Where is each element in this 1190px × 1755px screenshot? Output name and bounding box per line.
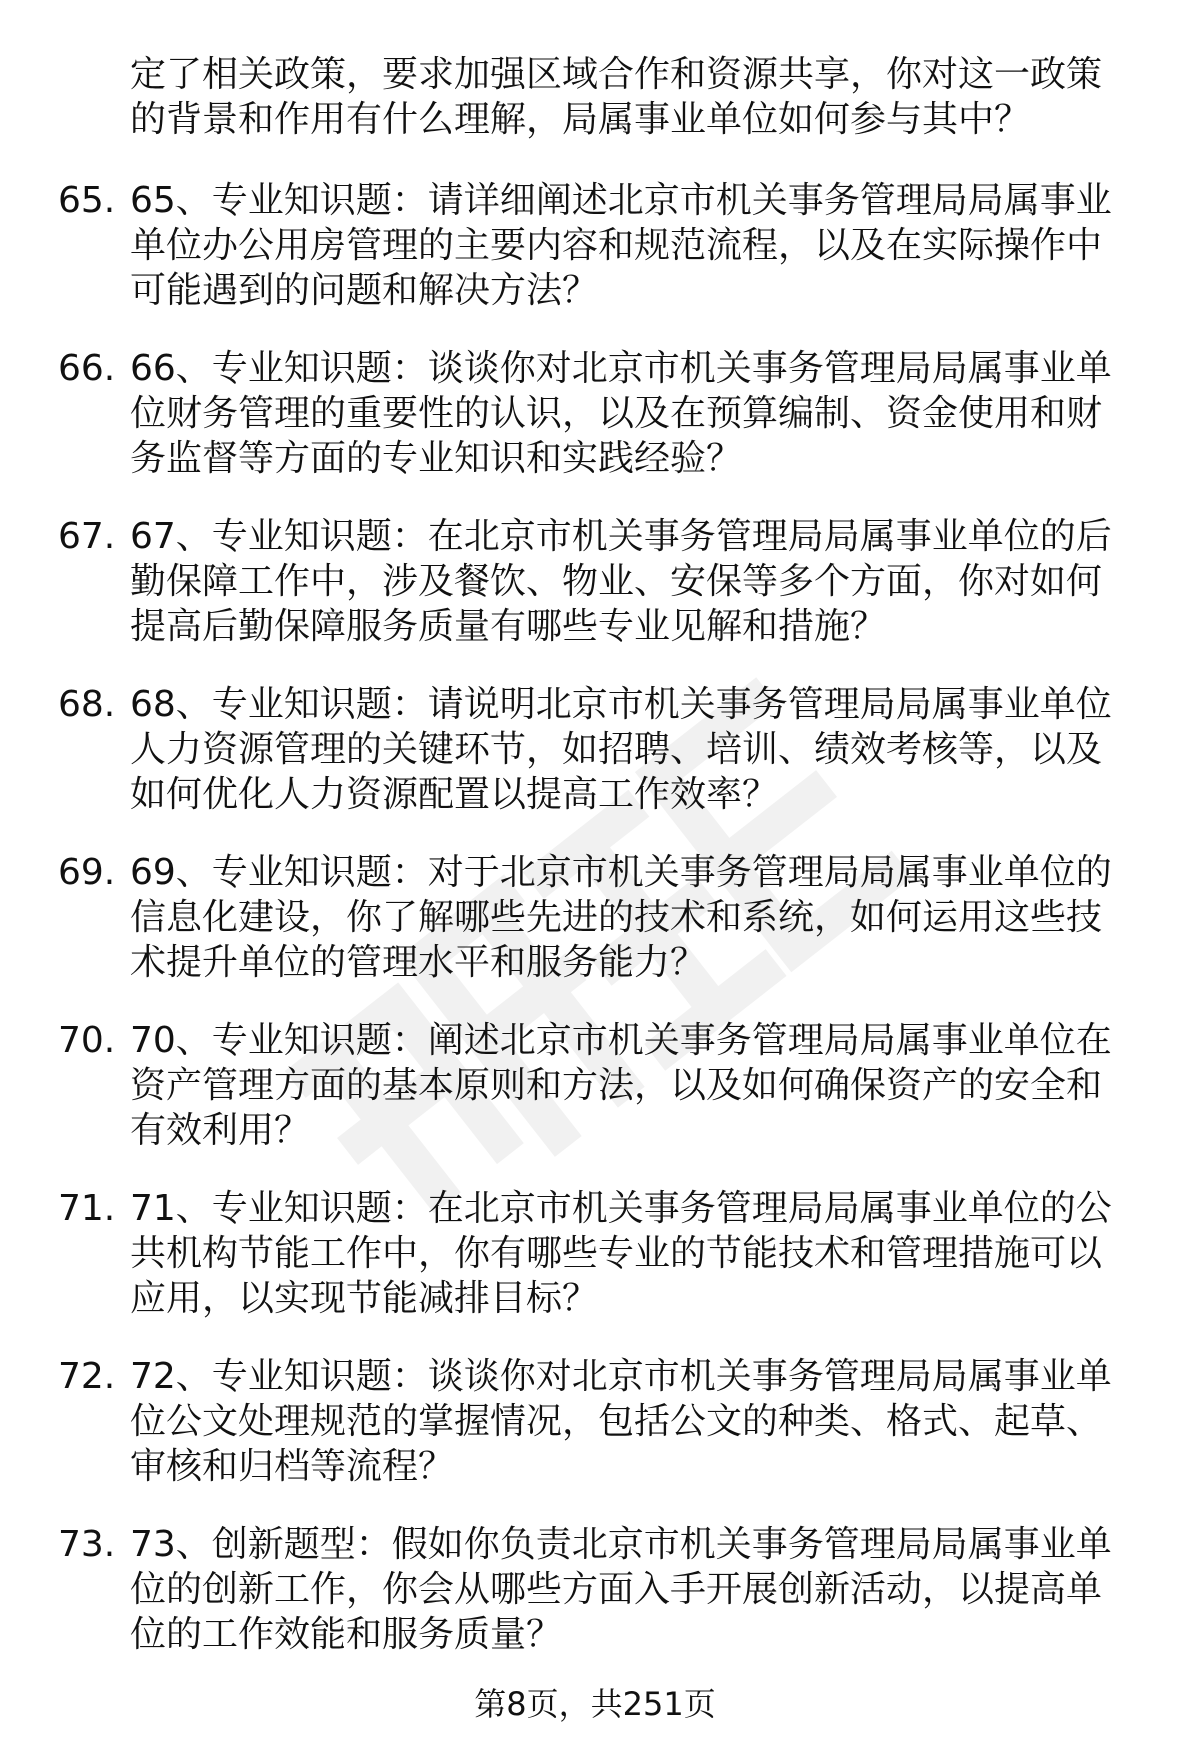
question-number: 65. — [58, 180, 116, 221]
question-number: 73. — [58, 1524, 116, 1565]
question-text: 71、专业知识题：在北京市机关事务管理局局属事业单位的公共机构节能工作中，你有哪些专业的节能技术和管理措施可以应用，以实现节能减排目标？ — [130, 1188, 1112, 1319]
question-text: 69、专业知识题：对于北京市机关事务管理局局属事业单位的信息化建设，你了解哪些先进的技术和系统，如何运用这些技术提升单位的管理水平和服务能力？ — [130, 852, 1112, 983]
question-number: 70. — [58, 1020, 116, 1061]
question-text: 67、专业知识题：在北京市机关事务管理局局属事业单位的后勤保障工作中，涉及餐饮、物业、安保等多个方面，你对如何提高后勤保障服务质量有哪些专业见解和措施？ — [130, 516, 1112, 647]
question-text: 68、专业知识题：请说明北京市机关事务管理局局属事业单位人力资源管理的关键环节，如招聘、培训、绩效考核等，以及如何优化人力资源配置以提高工作效率？ — [130, 684, 1112, 815]
question-number: 72. — [58, 1356, 116, 1397]
question-item — [0, 1018, 1130, 1153]
question-item — [0, 682, 1130, 817]
question-text: 73、创新题型：假如你负责北京市机关事务管理局局属事业单位的创新工作，你会从哪些方面入手开展创新活动，以提高单位的工作效能和服务质量？ — [130, 1524, 1112, 1655]
question-item — [0, 514, 1130, 649]
page-footer: 第8页，共251页 — [474, 1685, 716, 1723]
question-item — [0, 850, 1130, 985]
question-number: 67. — [58, 516, 116, 557]
question-item — [0, 1354, 1130, 1489]
question-item — [0, 1522, 1130, 1657]
question-number: 71. — [58, 1188, 116, 1229]
question-text: 72、专业知识题：谈谈你对北京市机关事务管理局局属事业单位公文处理规范的掌握情况，包括公文的种类、格式、起草、审核和归档等流程？ — [130, 1356, 1112, 1487]
question-text: 70、专业知识题：阐述北京市机关事务管理局局属事业单位在资产管理方面的基本原则和方法，以及如何确保资产的安全和有效利用？ — [130, 1020, 1112, 1151]
question-item — [0, 178, 1130, 313]
question-text: 65、专业知识题：请详细阐述北京市机关事务管理局局属事业单位办公用房管理的主要内容和规范流程，以及在实际操作中可能遇到的问题和解决方法？ — [130, 180, 1112, 311]
intro-paragraph: 定了相关政策，要求加强区域合作和资源共享，你对这一政策的背景和作用有什么理解，局属事业单位如何参与其中？ — [130, 54, 1103, 140]
question-number: 68. — [58, 684, 116, 725]
question-text: 66、专业知识题：谈谈你对北京市机关事务管理局局属事业单位财务管理的重要性的认识，以及在预算编制、资金使用和财务监督等方面的专业知识和实践经验？ — [130, 348, 1112, 479]
question-list — [0, 178, 1190, 1690]
question-number: 66. — [58, 348, 116, 389]
question-item — [0, 346, 1130, 481]
question-number: 69. — [58, 852, 116, 893]
question-item — [0, 1186, 1130, 1321]
